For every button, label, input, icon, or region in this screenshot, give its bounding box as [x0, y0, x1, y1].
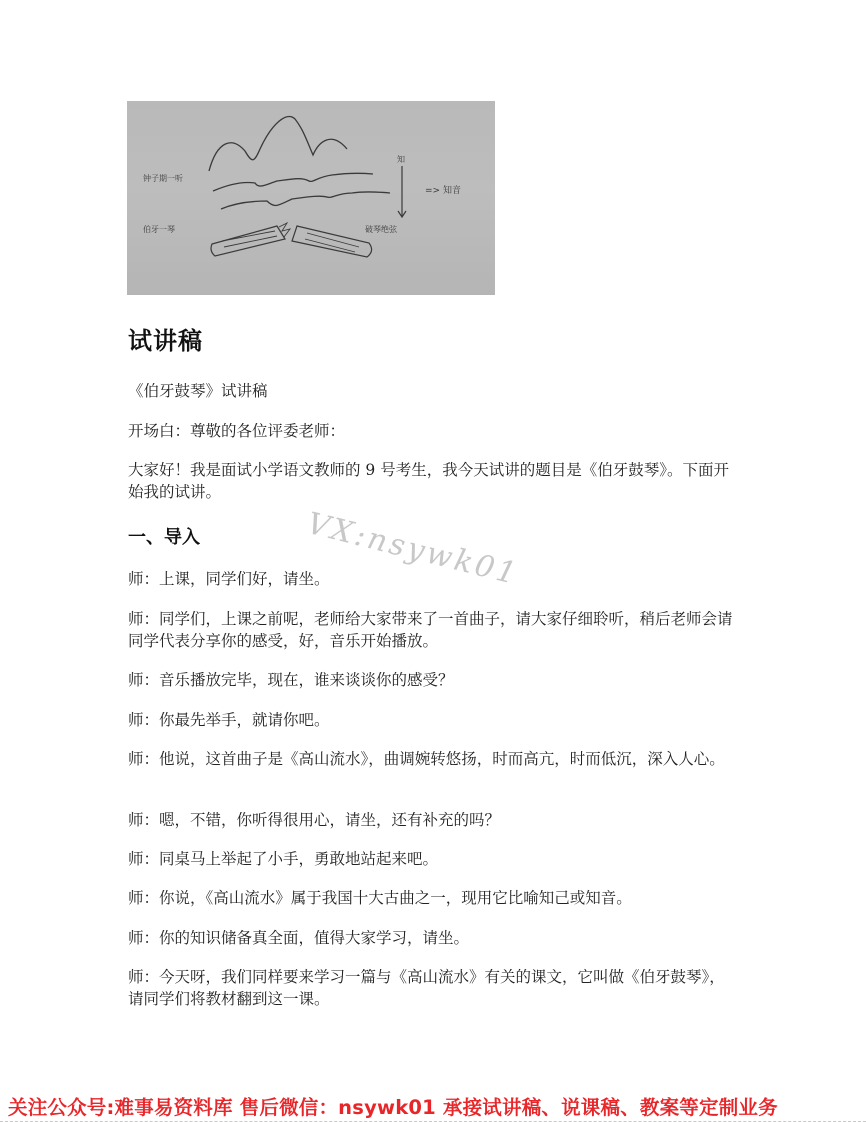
dialogue-paragraph: 师：嗯，不错，你听得很用心，请坐，还有补充的吗？	[128, 811, 501, 829]
label-player: 伯牙一琴	[143, 225, 175, 234]
footer-promo-text: 关注公众号:难事易资料库 售后微信：nsywk01 承接试讲稿、说课稿、教案等定制业务	[8, 1096, 778, 1119]
dialogue-paragraph: 师：上课，同学们好，请坐。	[128, 570, 330, 588]
dialogue-paragraph: 师：你说，《高山流水》属于我国十大古曲之一，现用它比喻知己或知音。	[128, 889, 632, 907]
lesson-subtitle: 《伯牙鼓琴》试讲稿	[128, 382, 268, 400]
document-title: 试讲稿	[128, 327, 203, 355]
label-ending: 破琴绝弦	[365, 225, 397, 234]
dialogue-paragraph: 师：同桌马上举起了小手，勇敢地站起来吧。	[128, 850, 439, 868]
watermark: VX:nsywk01	[303, 506, 523, 593]
label-listener: 钟子期一听	[143, 174, 183, 183]
dialogue-paragraph: 师：他说，这首曲子是《高山流水》，曲调婉转悠扬，时而高亢，时而低沉，深入人心。	[128, 750, 725, 768]
dialogue-paragraph: 师：今天呀，我们同样要来学习一篇与《高山流水》有关的课文，它叫做《伯牙鼓琴》，请同学们将教材翻到这一课。	[128, 968, 725, 1008]
hand-drawn-sketch	[127, 101, 495, 295]
greeting-paragraph: 大家好！我是面试小学语文教师的 9 号考生，我今天试讲的题目是《伯牙鼓琴》。下面开始我的试讲。	[128, 461, 729, 501]
dialogue-paragraph: 师：你最先举手，就请你吧。	[128, 711, 330, 729]
label-result: => 知音	[425, 186, 461, 196]
dialogue-paragraph: 师：同学们，上课之前呢，老师给大家带来了一首曲子，请大家仔细聆听，稍后老师会请同学代表分享你的感受，好，音乐开始播放。	[128, 610, 733, 650]
label-arrow-top: 知	[397, 155, 405, 164]
sketch-photo	[127, 101, 495, 295]
dialogue-paragraph: 师：音乐播放完毕，现在，谁来谈谈你的感受？	[128, 671, 454, 689]
footer-banner	[0, 1092, 866, 1122]
opening-line: 开场白：尊敬的各位评委老师：	[128, 422, 346, 440]
dialogue-paragraph: 师：你的知识储备真全面，值得大家学习，请坐。	[128, 929, 470, 947]
section-heading-introduction: 一、导入	[128, 527, 200, 548]
